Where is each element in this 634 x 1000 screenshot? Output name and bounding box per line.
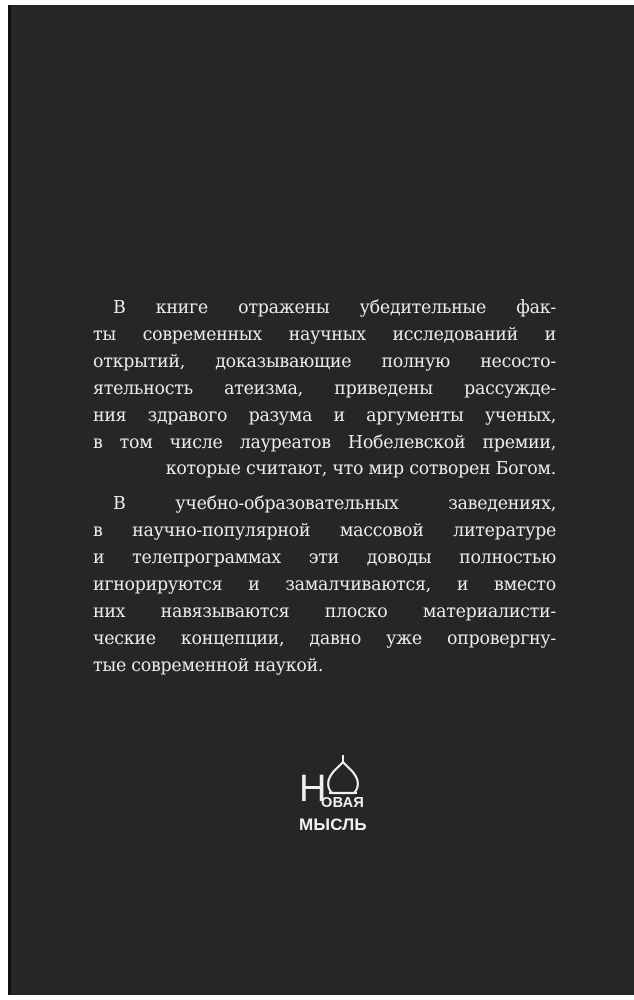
text-line: игнорируются и замалчиваются, и вместо: [93, 575, 556, 596]
blurb-paragraph-1: [93, 295, 556, 483]
logo-word-mysl: МЫСЛЬ: [299, 815, 367, 834]
text-line: открытий, доказывающие полную несосто-: [93, 351, 556, 372]
text-line: которые считают, что мир сотворен Богом.: [165, 459, 556, 480]
text-line: ятельность атеизма, приведены рассужде-: [93, 378, 556, 399]
logo-word-novaya: ОВАЯ: [321, 795, 365, 811]
text-line: них навязываются плоско материалисти-: [93, 601, 556, 622]
text-line: ческие концепции, давно уже опровергну-: [93, 628, 556, 649]
text-line: и телепрограммах эти доводы полностью: [93, 548, 556, 569]
text-line: в научно-популярной массовой литературе: [93, 521, 556, 542]
blurb-text: [93, 295, 556, 680]
text-line: ты современных научных исследований и: [93, 324, 556, 345]
blurb-paragraph-2: [93, 491, 556, 679]
text-line: ния здравого разума и аргументы ученых,: [93, 405, 556, 426]
publisher-logo: [299, 753, 373, 843]
text-line: в том числе лауреатов Нобелевской премии,: [93, 432, 556, 453]
text-line: В учебно-образовательных заведениях,: [113, 494, 556, 515]
text-line: тые современной наукой.: [93, 655, 324, 676]
logo-initial: Н: [299, 768, 327, 810]
back-cover: [8, 5, 634, 995]
text-line: В книге отражены убедительные фак-: [113, 298, 556, 318]
